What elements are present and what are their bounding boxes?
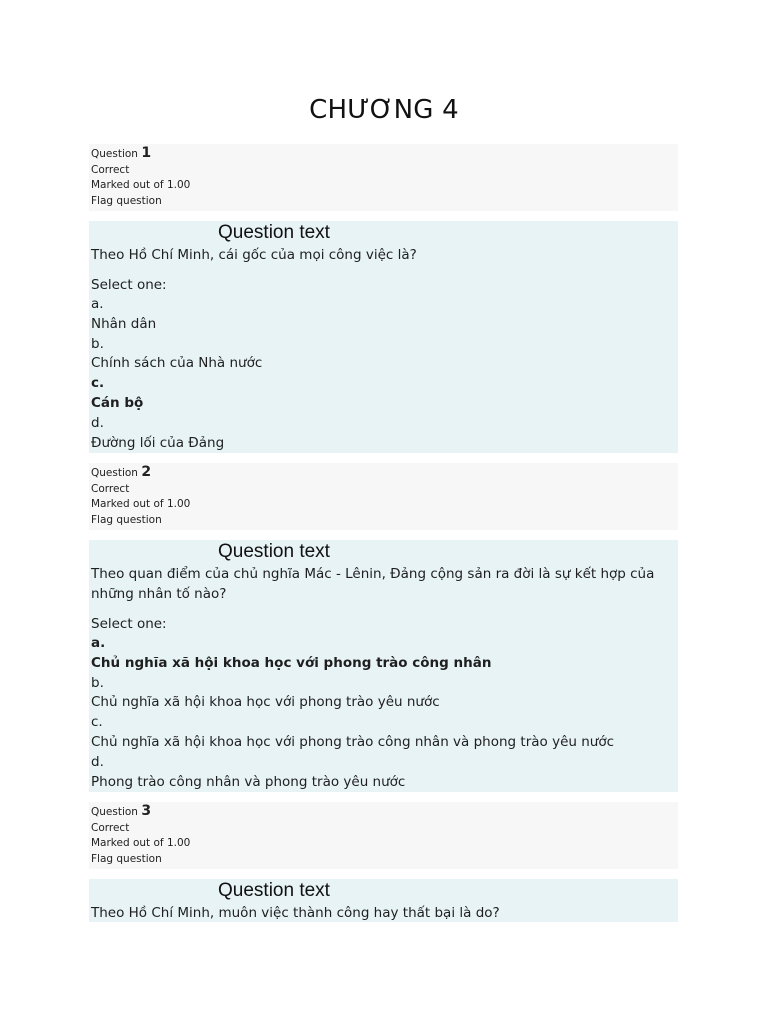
question-text: Theo Hồ Chí Minh, muôn việc thành công hay thất bại là do? [91,905,500,921]
question-label: Question [91,467,138,479]
question-text-heading: Question text [218,541,330,562]
question-status: Correct [91,163,130,176]
option-letter[interactable]: d. [91,753,104,770]
select-one-label: Select one: [91,616,167,632]
option-text-selected[interactable]: Chủ nghĩa xã hội khoa học với phong trào công nhân [91,654,492,671]
question-info-1 [89,144,678,211]
option-letter[interactable]: d. [91,414,104,431]
question-status: Correct [91,821,130,834]
question-info-3 [89,802,678,869]
question-content-1 [89,221,678,453]
question-text: Theo Hồ Chí Minh, cái gốc của mọi công việc là? [91,247,417,263]
option-text[interactable]: Chính sách của Nhà nước [91,355,263,372]
question-marks: Marked out of 1.00 [91,179,191,191]
option-text[interactable]: Chủ nghĩa xã hội khoa học với phong trào công nhân và phong trào yêu nước [91,733,615,750]
flag-question-link[interactable]: Flag question [91,852,162,865]
question-status: Correct [91,482,130,495]
question-number: 3 [141,803,152,819]
question-number: 1 [141,145,152,161]
question-label: Question [91,148,138,160]
option-letter[interactable]: b. [91,335,104,352]
option-text[interactable]: Đường lối của Đảng [91,434,225,451]
flag-question-link[interactable]: Flag question [91,194,162,207]
question-text-heading: Question text [218,222,330,243]
page-title: CHƯƠNG 4 [309,95,459,125]
question-text: Theo quan điểm của chủ nghĩa Mác - Lênin, Đảng cộng sản ra đời là sự kết hợp của những nhân tố nào? [91,566,655,602]
question-content-2 [89,540,678,792]
option-text[interactable]: Chủ nghĩa xã hội khoa học với phong trào yêu nước [91,694,440,711]
option-letter-selected[interactable]: c. [91,375,105,392]
option-letter[interactable]: c. [91,714,103,731]
option-letter-selected[interactable]: a. [91,635,106,651]
question-info-2 [89,463,678,530]
option-text[interactable]: Phong trào công nhân và phong trào yêu nước [91,773,406,790]
option-letter[interactable]: b. [91,674,104,691]
option-letter[interactable]: a. [91,296,104,312]
question-number: 2 [141,464,152,480]
option-text-selected[interactable]: Cán bộ [91,394,144,411]
question-marks: Marked out of 1.00 [91,837,191,849]
select-one-label: Select one: [91,277,167,293]
question-content-3 [89,879,678,922]
option-text[interactable]: Nhân dân [91,315,157,332]
question-label: Question [91,806,138,818]
flag-question-link[interactable]: Flag question [91,513,162,526]
question-marks: Marked out of 1.00 [91,498,191,510]
question-text-heading: Question text [218,880,330,901]
